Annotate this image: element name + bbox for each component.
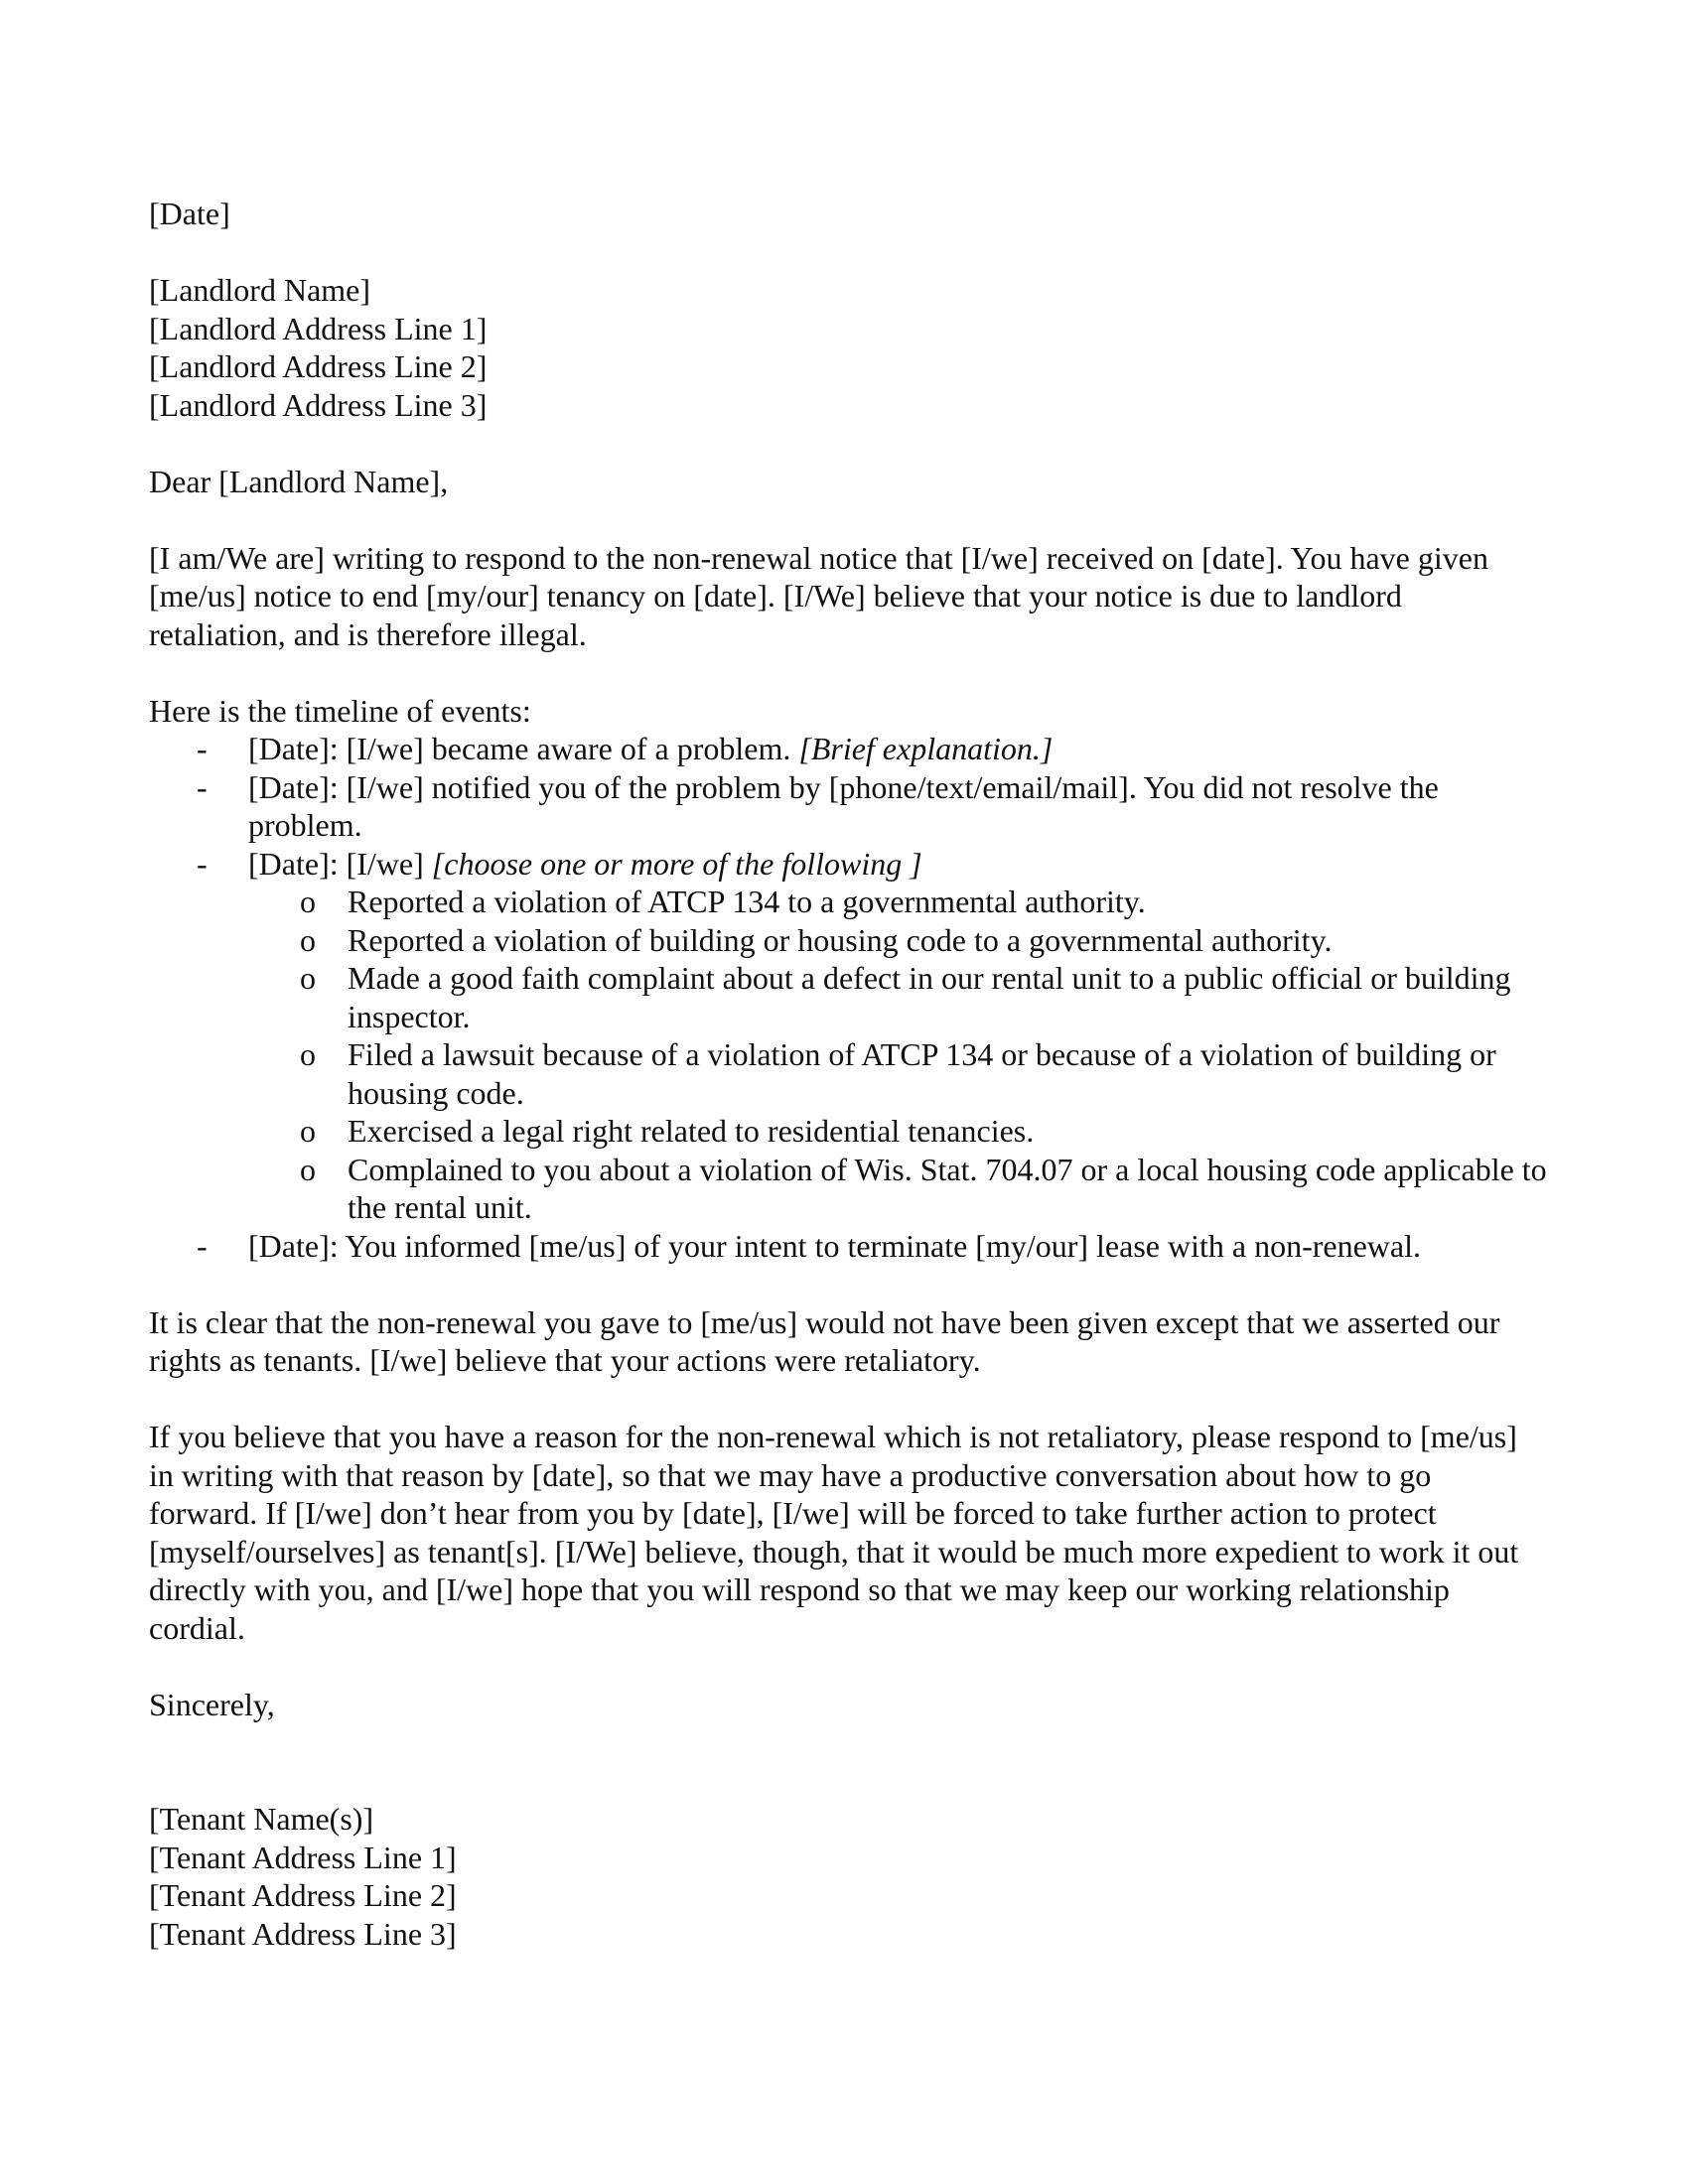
- tenant-address-line-3: [Tenant Address Line 3]: [149, 1915, 457, 1952]
- tenant-address-line-1: [Tenant Address Line 1]: [149, 1839, 457, 1875]
- circle-bullet: o: [300, 1151, 316, 1187]
- circle-bullet: o: [300, 884, 316, 919]
- timeline-option-text: Complained to you about a violation of Wis. Stat. 704.07 or a local housing code applicable to the rental unit.: [348, 1151, 1547, 1225]
- tenant-name: [Tenant Name(s)]: [149, 1801, 374, 1837]
- timeline-option-text: Made a good faith complaint about a defect in our rental unit to a public official or building inspector.: [348, 960, 1511, 1034]
- timeline-list: [149, 730, 1549, 1265]
- timeline-option: [248, 959, 1549, 1035]
- timeline-option-text: Exercised a legal right related to residential tenancies.: [348, 1113, 1035, 1149]
- timeline-option-text: Filed a lawsuit because of a violation of ATCP 134 or because of a violation of building or housing code.: [348, 1036, 1496, 1111]
- timeline-item-italic-note: [choose one or more of the following ]: [431, 845, 922, 882]
- dash-bullet: -: [197, 1227, 208, 1264]
- landlord-address-line-3: [Landlord Address Line 3]: [149, 386, 488, 423]
- timeline-options-list: [248, 883, 1549, 1227]
- circle-bullet: o: [300, 921, 316, 958]
- timeline-option-text: Reported a violation of building or housing code to a governmental authority.: [348, 921, 1333, 958]
- circle-bullet: o: [300, 1036, 316, 1072]
- dash-bullet: -: [197, 845, 208, 882]
- closing: Sincerely,: [149, 1686, 275, 1722]
- landlord-address-line-1: [Landlord Address Line 1]: [149, 310, 488, 346]
- intro-paragraph: [I am/We are] writing to respond to the non-renewal notice that [I/we] received on [date]. You have given [me/us] notice to end [my/our] tenancy on [date]. [I/We] believe that your notice is due to landlord retaliation, and is therefore illegal.: [149, 539, 1488, 652]
- landlord-address-block: [149, 271, 1549, 424]
- timeline-item: [149, 845, 1549, 1227]
- timeline-item-text: [Date]: You informed [me/us] of your intent to terminate [my/our] lease with a non-renewal.: [248, 1227, 1421, 1264]
- timeline-item-text: [Date]: [I/we] notified you of the problem by [phone/text/email/mail]. You did not resolve the problem.: [248, 768, 1439, 843]
- timeline-item: [149, 768, 1549, 845]
- letter-date: [Date]: [149, 196, 230, 231]
- retaliation-paragraph: It is clear that the non-renewal you gave to [me/us] would not have been given except that we asserted our rights as tenants. [I/we] believe that your actions were retaliatory.: [149, 1303, 1500, 1378]
- timeline-heading: Here is the timeline of events:: [149, 692, 531, 729]
- salutation: Dear [Landlord Name],: [149, 463, 449, 499]
- response-request-paragraph: If you believe that you have a reason for the non-renewal which is not retaliatory, please respond to [me/us] in writing with that reason by [date], so that we may have a productive conversation about how to go forward. If [I/we] don’t hear from you by [date], [I/we] will be forced to take further action to protect [myself/ourselves] as tenant[s]. [I/We] believe, though, that it would be much more expedient to work it out directly with you, and [I/we] hope that you will respond so that we may keep our working relationship cordial.: [149, 1419, 1519, 1646]
- landlord-name: [Landlord Name]: [149, 272, 371, 308]
- tenant-address-block: [149, 1800, 1549, 1953]
- dash-bullet: -: [197, 731, 208, 766]
- timeline-option: [248, 921, 1549, 960]
- timeline-option: [248, 1035, 1549, 1112]
- tenant-address-line-2: [Tenant Address Line 2]: [149, 1877, 457, 1913]
- circle-bullet: o: [300, 1113, 316, 1149]
- timeline-item: [149, 1227, 1549, 1266]
- timeline-option: [248, 1151, 1549, 1227]
- timeline-item-italic-note: [Brief explanation.]: [798, 731, 1054, 766]
- timeline-item-text: [Date]: [I/we]: [248, 845, 424, 882]
- landlord-address-line-2: [Landlord Address Line 2]: [149, 348, 488, 384]
- timeline-option-text: Reported a violation of ATCP 134 to a governmental authority.: [348, 884, 1146, 919]
- timeline-item: [149, 730, 1549, 768]
- timeline-item-text: [Date]: [I/we] became aware of a problem.: [248, 731, 791, 766]
- dash-bullet: -: [197, 768, 208, 805]
- timeline-option: [248, 883, 1549, 921]
- letter: [149, 195, 1549, 1953]
- circle-bullet: o: [300, 960, 316, 996]
- timeline-option: [248, 1112, 1549, 1151]
